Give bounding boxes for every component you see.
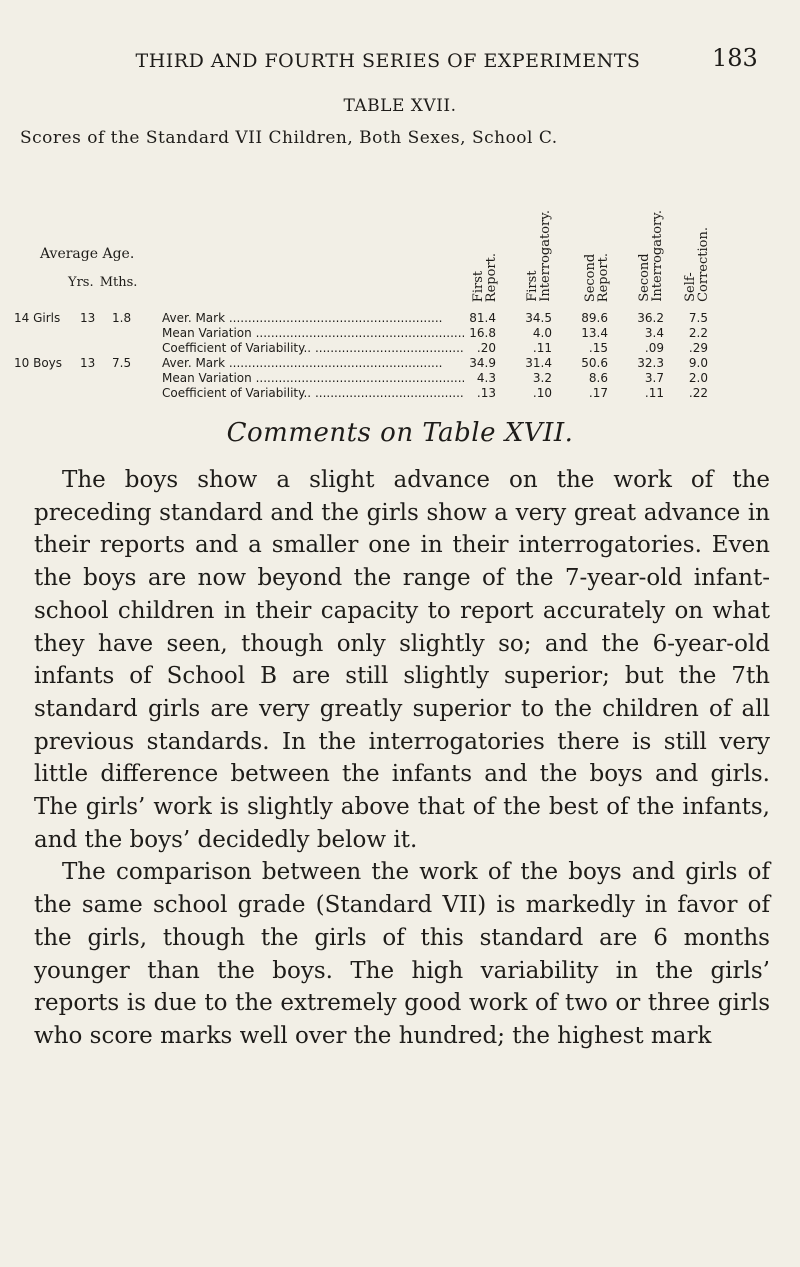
second-interrogatory-value: 36.2 [637, 311, 664, 325]
self-correction-value: .29 [688, 341, 708, 355]
first-report-value: 81.4 [469, 311, 496, 325]
self-correction-value: 2.2 [688, 326, 708, 340]
first-report-value: 16.8 [469, 326, 496, 340]
measure-label: Mean Variation ..... [162, 370, 464, 386]
second-report-value: 50.6 [581, 356, 608, 370]
page-number: 183 [712, 44, 758, 72]
table-row [0, 310, 800, 326]
table-row [0, 340, 800, 356]
table-row [0, 370, 800, 386]
self-correction-value: 9.0 [688, 356, 708, 370]
self-correction-value: .22 [688, 386, 708, 400]
column-header-second-report: Second Report. [583, 252, 611, 302]
second-report-value: .17 [588, 386, 608, 400]
measure-label: Aver. Mark ..... [162, 355, 464, 371]
first-interrogatory-value: .11 [532, 341, 552, 355]
comments-paragraph: The boys show a slight advance on the work of the preceding standard and the girls show a very great advance in their reports and a smaller one in their interrogatories. Even the boys are now beyond the range of the 7-year-old infant-school children in their capacity to report accurately on what they have seen, though only slightly so; and the 6-year-old infants of School B are still slightly superior; but the 7th standard girls are very greatly superior to the children of all previous standards. In the interrogatories there is still very little difference between the infants and the boys and girls. The girls’ work is slightly above that of the best of the infants, and the boys’ decidedly below it. [34, 467, 770, 853]
measure-label: Coefficient of Variability.. ..... [162, 385, 464, 401]
table-caption: Scores of the Standard VII Children, Both Sexes, School C. [20, 128, 558, 148]
column-header-first-interrogatory: First Interrogatory. [525, 210, 553, 302]
first-interrogatory-value: 31.4 [525, 356, 552, 370]
column-header-self-correction: Self- Correction. [683, 227, 711, 302]
self-correction-value: 2.0 [688, 371, 708, 385]
first-interrogatory-value: 3.2 [532, 371, 552, 385]
second-interrogatory-value: 32.3 [637, 356, 664, 370]
measure-label: Coefficient of Variability.. ..... [162, 340, 464, 356]
second-report-value: 89.6 [581, 311, 608, 325]
yrs-mths-header: Yrs. Mths. [68, 275, 138, 290]
comments-paragraph: The comparison between the work of the boys and girls of the same school grade (Standard VII) is markedly in favor of the girls, though the girls of this standard are 6 months younger than the boys. The high variability in the girls’ reports is due to the extremely good work of two or three girls who score marks well over the hundred; the highest mark [34, 859, 770, 1049]
group-label: 10 Boys [14, 356, 63, 370]
comments-body [34, 464, 770, 1053]
comments-heading: Comments on Table XVII. [226, 418, 574, 448]
second-report-value: 8.6 [588, 371, 608, 385]
table-row [0, 355, 800, 371]
age-months: 1.8 [112, 311, 132, 325]
average-age-header: Average Age. [40, 246, 135, 262]
first-interrogatory-value: 34.5 [525, 311, 552, 325]
first-report-value: .20 [476, 341, 496, 355]
first-interrogatory-value: .10 [532, 386, 552, 400]
group-label: 14 Girls [14, 311, 61, 325]
second-interrogatory-value: .09 [644, 341, 664, 355]
first-report-value: .13 [476, 386, 496, 400]
measure-label: Mean Variation ..... [162, 325, 464, 341]
second-interrogatory-value: .11 [644, 386, 664, 400]
second-interrogatory-value: 3.4 [644, 326, 664, 340]
table-row [0, 325, 800, 341]
measure-label: Aver. Mark ..... [162, 310, 464, 326]
table-title: TABLE XVII. [343, 96, 457, 116]
table-row [0, 385, 800, 401]
age-months: 7.5 [112, 356, 132, 370]
column-header-first-report: First Report. [471, 252, 499, 302]
age-years: 13 [80, 311, 96, 325]
second-report-value: .15 [588, 341, 608, 355]
second-report-value: 13.4 [581, 326, 608, 340]
first-interrogatory-value: 4.0 [532, 326, 552, 340]
running-head: THIRD AND FOURTH SERIES OF EXPERIMENTS [135, 50, 641, 72]
self-correction-value: 7.5 [688, 311, 708, 325]
column-header-second-interrogatory: Second Interrogatory. [637, 210, 665, 302]
second-interrogatory-value: 3.7 [644, 371, 664, 385]
age-years: 13 [80, 356, 96, 370]
first-report-value: 4.3 [476, 371, 496, 385]
first-report-value: 34.9 [469, 356, 496, 370]
